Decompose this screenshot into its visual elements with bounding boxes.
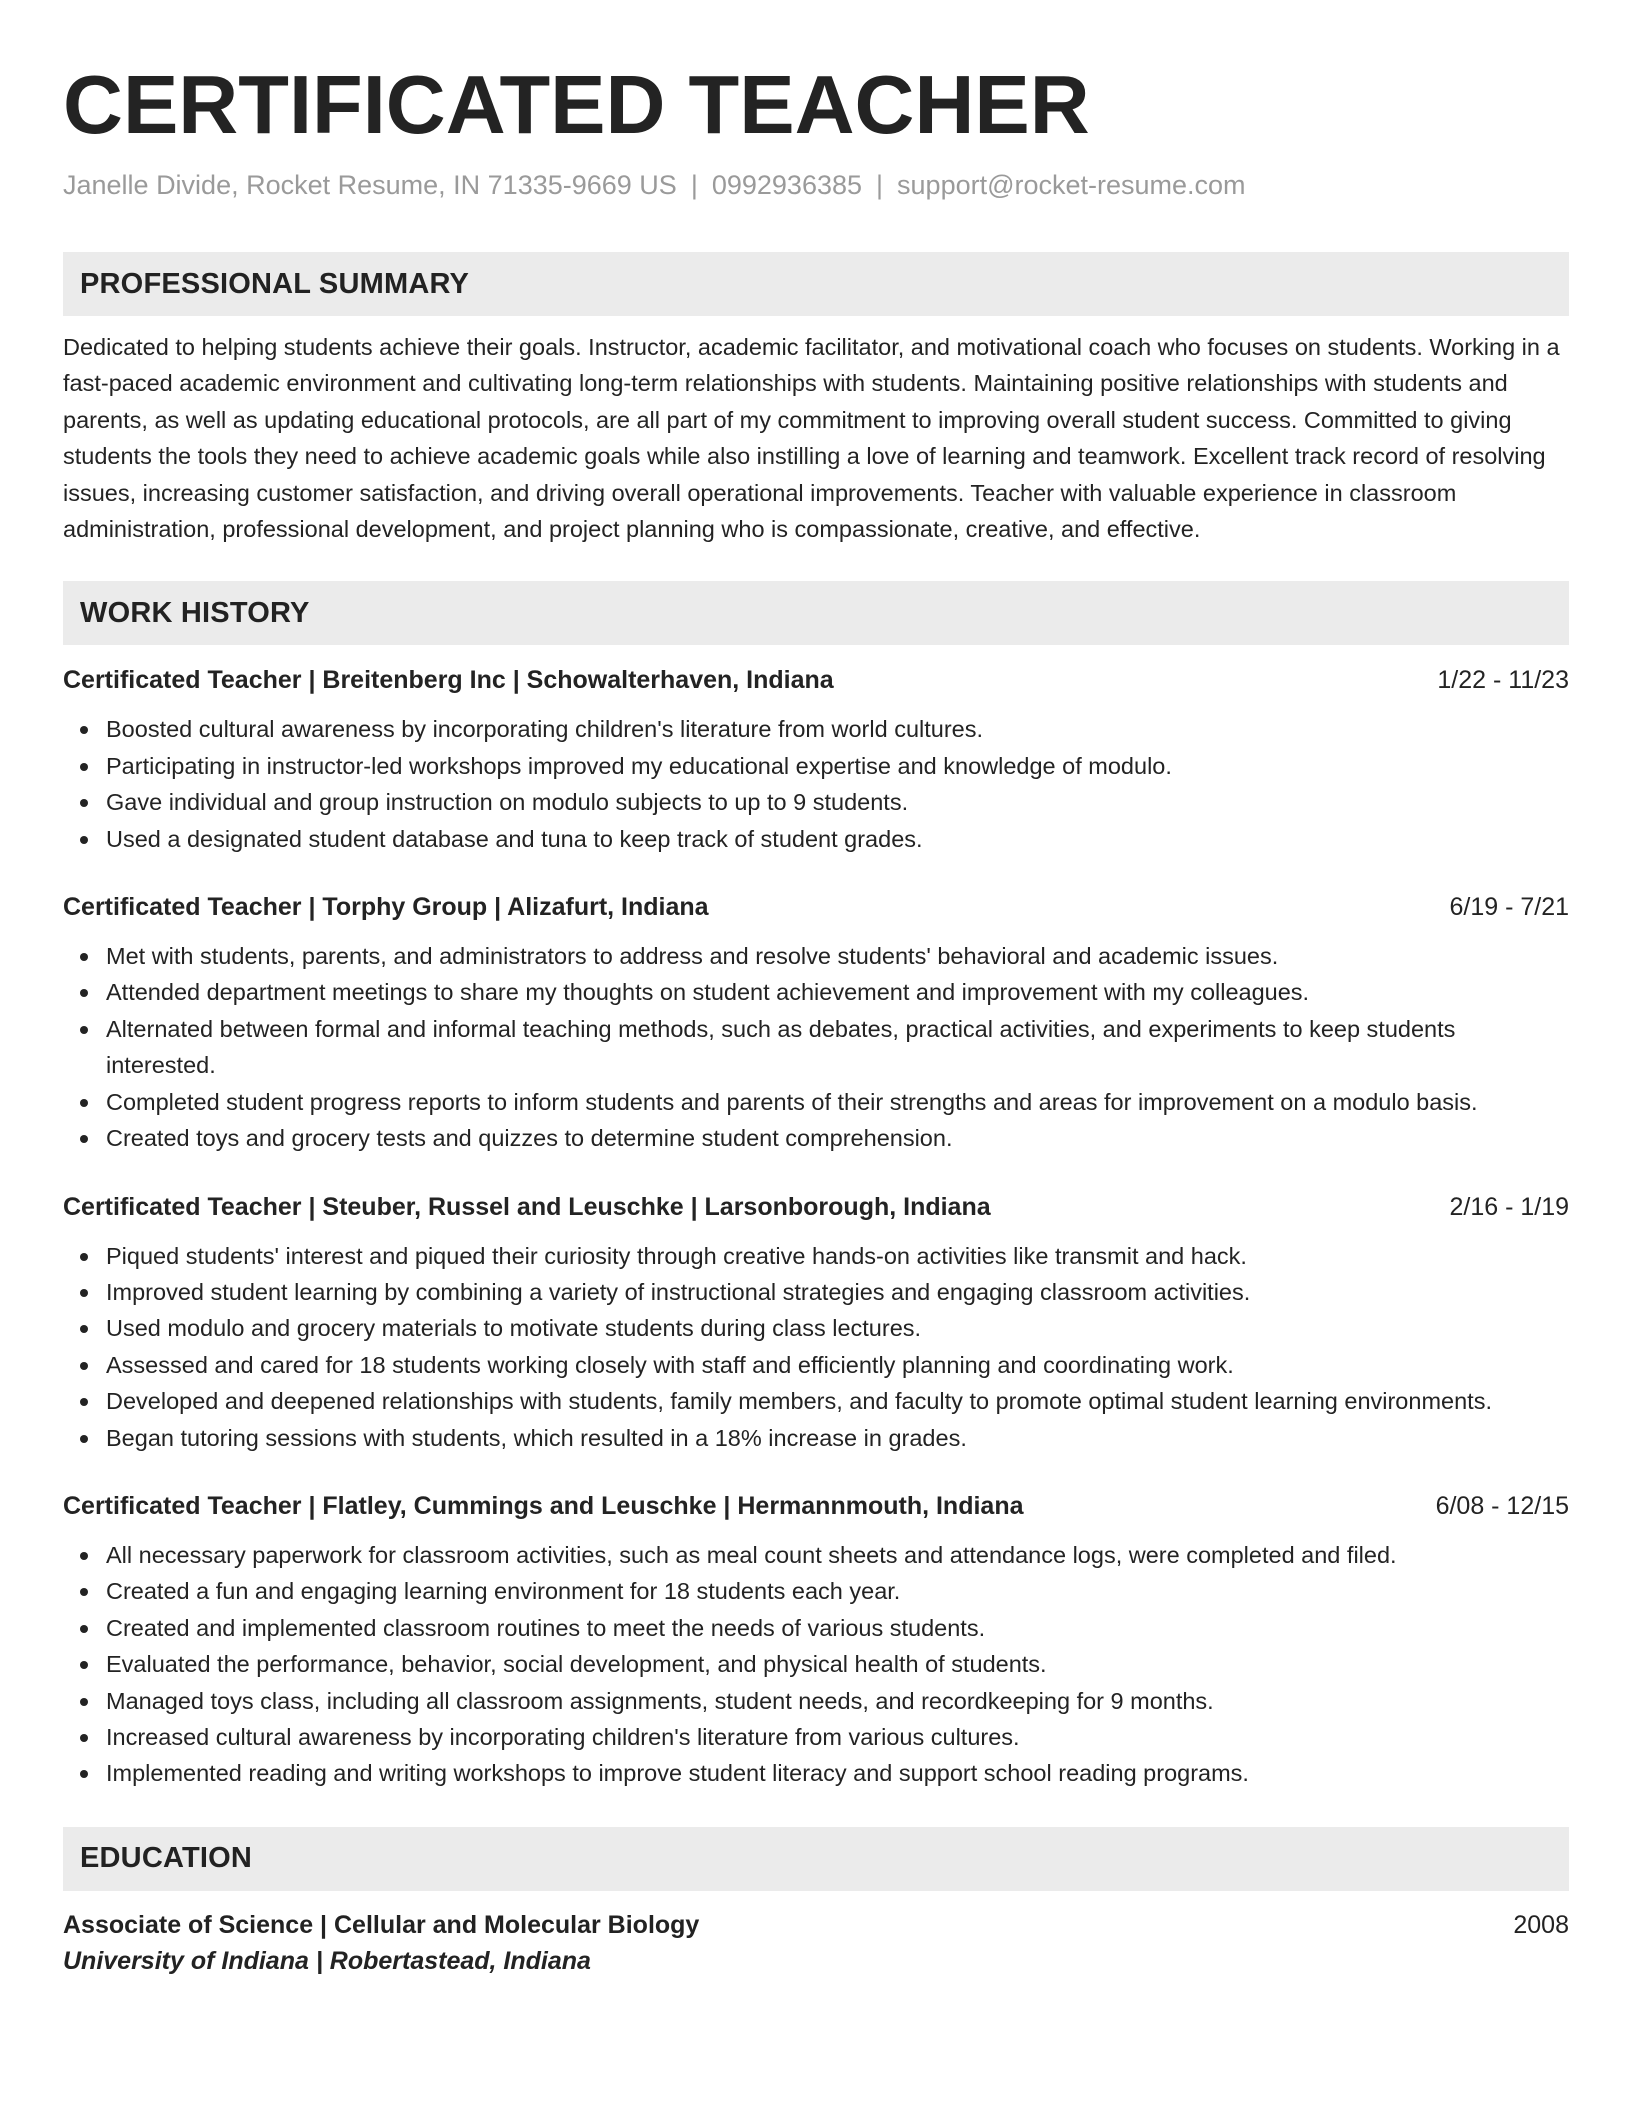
job-dates: 2/16 - 1/19 (1449, 1192, 1569, 1221)
section-header-work-history (63, 581, 1569, 645)
contact-separator: | (876, 170, 884, 200)
education-school: University of Indiana | Robertastead, Indiana (63, 1946, 591, 1975)
education-header (63, 1907, 1569, 1943)
job-bullet: Created a fun and engaging learning environment for 18 students each year. (106, 1573, 1569, 1609)
job-bullet: Created toys and grocery tests and quizzes to determine student comprehension. (106, 1120, 1569, 1156)
job-bullet: Boosted cultural awareness by incorporating children's literature from world cultures. (106, 711, 1569, 747)
job-dates: 6/19 - 7/21 (1449, 893, 1569, 922)
job-bullet: Used a designated student database and tuna to keep track of student grades. (106, 821, 1569, 857)
job-bullet: Began tutoring sessions with students, which resulted in a 18% increase in grades. (106, 1420, 1569, 1456)
summary-text: Dedicated to helping students achieve their goals. Instructor, academic facilitator, and motivational coach who focuses on students. Working in a fast-paced academic environment and cultivating long-term relationships with students. Maintaining positive relationships with students and parents, as well as updating educational protocols, are all part of my commitment to improving overall student success. Committed to giving students the tools they need to achieve academic goals while also instilling a love of learning and teamwork. Excellent track record of resolving issues, increasing customer satisfaction, and driving overall operational improvements. Teacher with valuable experience in classroom administration, professional development, and project planning who is compassionate, creative, and effective. (63, 334, 1560, 543)
job-title: Certificated Teacher | Steuber, Russel and Leuschke | Larsonborough, Indiana (63, 1192, 991, 1221)
job-dates: 6/08 - 12/15 (1435, 1491, 1569, 1520)
job-bullet: Evaluated the performance, behavior, social development, and physical health of students. (106, 1646, 1569, 1682)
job-bullet: Developed and deepened relationships with students, family members, and faculty to promote optimal student learning environments. (106, 1383, 1569, 1419)
contact-line (63, 168, 1569, 202)
job-bullets (63, 1537, 1569, 1792)
contact-separator: | (690, 170, 698, 200)
education-entry (63, 1907, 1569, 1979)
job-header (63, 890, 1569, 924)
education-year: 2008 (1513, 1910, 1569, 1939)
job-bullet: Implemented reading and writing workshops to improve student literacy and support school reading programs. (106, 1755, 1569, 1791)
job-bullet: Piqued students' interest and piqued their curiosity through creative hands-on activities like transmit and hack. (106, 1238, 1569, 1274)
job-bullet: Improved student learning by combining a variety of instructional strategies and engaging classroom activities. (106, 1274, 1569, 1310)
job-bullet: Participating in instructor-led workshops improved my educational expertise and knowledge of modulo. (106, 748, 1569, 784)
job-header (63, 663, 1569, 697)
job-bullet: Gave individual and group instruction on modulo subjects to up to 9 students. (106, 784, 1569, 820)
job-title: Certificated Teacher | Breitenberg Inc | Schowalterhaven, Indiana (63, 666, 834, 695)
job-bullet: Assessed and cared for 18 students working closely with staff and efficiently planning and coordinating work. (106, 1347, 1569, 1383)
job-entry (63, 663, 1569, 857)
job-bullet: Met with students, parents, and administrators to address and resolve students' behavioral and academic issues. (106, 938, 1569, 974)
job-bullet: Attended department meetings to share my thoughts on student achievement and improvement with my colleagues. (106, 974, 1569, 1010)
section-header-summary (63, 252, 1569, 316)
job-bullets (63, 711, 1569, 857)
section-title: WORK HISTORY (80, 596, 310, 629)
job-entry (63, 1489, 1569, 1792)
contact-address: Janelle Divide, Rocket Resume, IN 71335-9669 US (63, 170, 677, 200)
section-header-education (63, 1827, 1569, 1891)
job-bullet: Alternated between formal and informal teaching methods, such as debates, practical activities, and experiments to keep students interested. (106, 1011, 1569, 1084)
job-title: Certificated Teacher | Flatley, Cummings and Leuschke | Hermannmouth, Indiana (63, 1491, 1024, 1520)
job-bullet: Used modulo and grocery materials to motivate students during class lectures. (106, 1310, 1569, 1346)
contact-email: support@rocket-resume.com (897, 170, 1246, 200)
job-header (63, 1190, 1569, 1224)
section-title: PROFESSIONAL SUMMARY (80, 267, 470, 300)
section-title: EDUCATION (80, 1842, 253, 1875)
job-bullet: Completed student progress reports to inform students and parents of their strengths and areas for improvement on a modulo basis. (106, 1084, 1569, 1120)
job-bullet: Increased cultural awareness by incorporating children's literature from various cultures. (106, 1719, 1569, 1755)
education-degree: Associate of Science | Cellular and Molecular Biology (63, 1910, 700, 1939)
job-title: Certificated Teacher | Torphy Group | Alizafurt, Indiana (63, 893, 709, 922)
job-bullet: Created and implemented classroom routines to meet the needs of various students. (106, 1610, 1569, 1646)
job-bullet: All necessary paperwork for classroom activities, such as meal count sheets and attendance logs, were completed and filed. (106, 1537, 1569, 1573)
job-header (63, 1489, 1569, 1523)
job-dates: 1/22 - 11/23 (1437, 666, 1569, 695)
contact-phone: 0992936385 (711, 170, 863, 200)
job-bullets (63, 1238, 1569, 1456)
job-bullets (63, 938, 1569, 1156)
job-bullet: Managed toys class, including all classroom assignments, student needs, and recordkeeping for 9 months. (106, 1683, 1569, 1719)
job-entry (63, 890, 1569, 1156)
resume-title: CERTIFICATED TEACHER (63, 58, 1090, 151)
job-entry (63, 1190, 1569, 1456)
